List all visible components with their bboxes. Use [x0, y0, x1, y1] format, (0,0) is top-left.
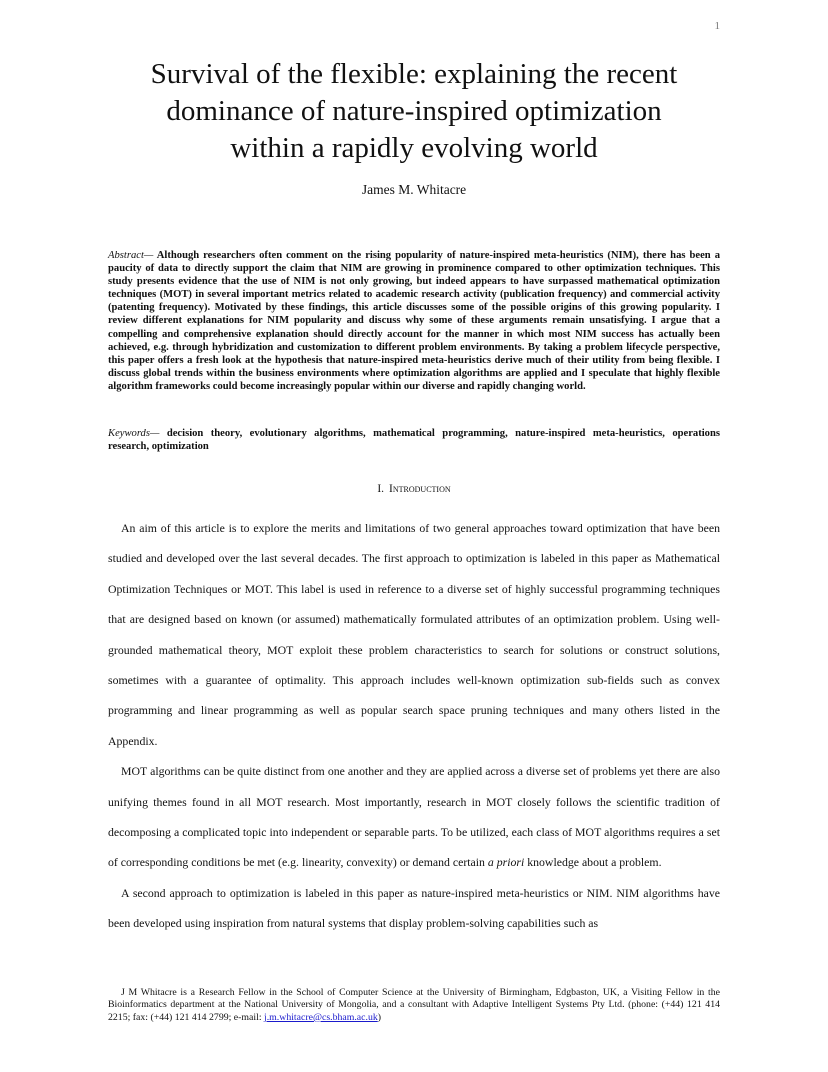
- email-link[interactable]: j.m.whitacre@cs.bham.ac.uk: [264, 1011, 378, 1023]
- abstract: [108, 249, 720, 393]
- footnote-text: J M Whitacre is a Research Fellow in the School of Computer Science at the University of Birmingham, Edgbaston, UK, a Visiting Fellow in the Bioinformatics department at the National University of Mongolia, and a consultant with Adaptive Intelligent Systems Pty Ltd. (phone: (+44) 121 414 2215; fax: (+44) 121 414 2799; e-mail:: [108, 987, 720, 1023]
- body-text: [108, 513, 720, 939]
- section-number: I.: [377, 483, 385, 495]
- author-name: James M. Whitacre: [361, 182, 467, 197]
- paragraph-2-italic: a priori: [487, 855, 525, 870]
- paragraph-2-text-end: knowledge about a problem.: [524, 855, 662, 870]
- keywords-label: Keywords—: [108, 428, 160, 439]
- paragraph-2-text: MOT algorithms can be quite distinct from one another and they are applied across a diverse set of problems yet there are also unifying themes found in all MOT research. Most importantly, research in MOT closely follows the scientific tradition of decomposing a complicated topic into independent or separable parts. To be utilized, each class of MOT algorithms requires a set of corresponding conditions be met (e.g. linearity, convexity) or demand certain: [108, 764, 720, 870]
- page-number: 1: [714, 20, 720, 32]
- abstract-text: Although researchers often comment on the rising popularity of nature-inspired meta-heuristics (NIM), there has been a paucity of data to directly support the claim that NIM are growing in prominence compared to other optimization techniques. This study presents evidence that the use of NIM is not only growing, but indeed appears to have surpassed mathematical optimization techniques (MOT) in several important metrics related to academic research activity (publication frequency) and commercial activity (patenting frequency). Motivated by these findings, this article discusses some of the possible origins of this growing popularity. I review different explanations for NIM popularity and discuss why some of these arguments remain unsatisfying. I argue that a compelling and comprehensive explanation should directly account for the manner in which most NIM success has actually been achieved, e.g. through hybridization and customization to different problem environments. By taking a problem lifecycle perspective, this paper offers a fresh look at the hypothesis that nature-inspired meta-heuristics derive much of their utility from being flexible. I discuss global trends within the business environments where optimization algorithms are applied and I speculate that highly flexible algorithm frameworks could become increasingly popular within our diverse and rapidly changing world.: [108, 250, 720, 392]
- section-title: Introduction: [389, 483, 451, 495]
- abstract-label: Abstract—: [108, 250, 154, 261]
- title-line-3: within a rapidly evolving world: [230, 132, 598, 164]
- title-line-1: Survival of the flexible: explaining the recent: [150, 58, 678, 90]
- title-line-2: dominance of nature-inspired optimization: [166, 95, 662, 127]
- paper-title: [108, 56, 720, 167]
- paragraph-1: An aim of this article is to explore the merits and limitations of two general approaches toward optimization that have been studied and developed over the last several decades. The first approach to optimization is labeled in this paper as Mathematical Optimization Techniques or MOT. This label is used in reference to a diverse set of highly successful programming techniques that are designed based on known (or assumed) mathematically formulated attributes of an optimization problem. Using well-grounded mathematical theory, MOT exploit these problem characteristics to search for solutions or construct solutions, sometimes with a guarantee of optimality. This approach includes well-known optimization sub-fields such as convex programming and linear programming as well as popular search space pruning techniques and many others listed in the Appendix.: [108, 521, 720, 748]
- footnote: [108, 987, 720, 1024]
- section-heading: [108, 483, 720, 495]
- paragraph-3: A second approach to optimization is labeled in this paper as nature-inspired meta-heuristics or NIM. NIM algorithms have been developed using inspiration from natural systems that display problem-solving capabilities such as: [108, 885, 720, 931]
- footnote-closing: ): [377, 1011, 382, 1023]
- paragraph-2: [108, 756, 720, 878]
- keywords-text: decision theory, evolutionary algorithms, mathematical programming, nature-inspired meta-heuristics, operations research, optimization: [108, 428, 720, 453]
- keywords: [108, 427, 720, 453]
